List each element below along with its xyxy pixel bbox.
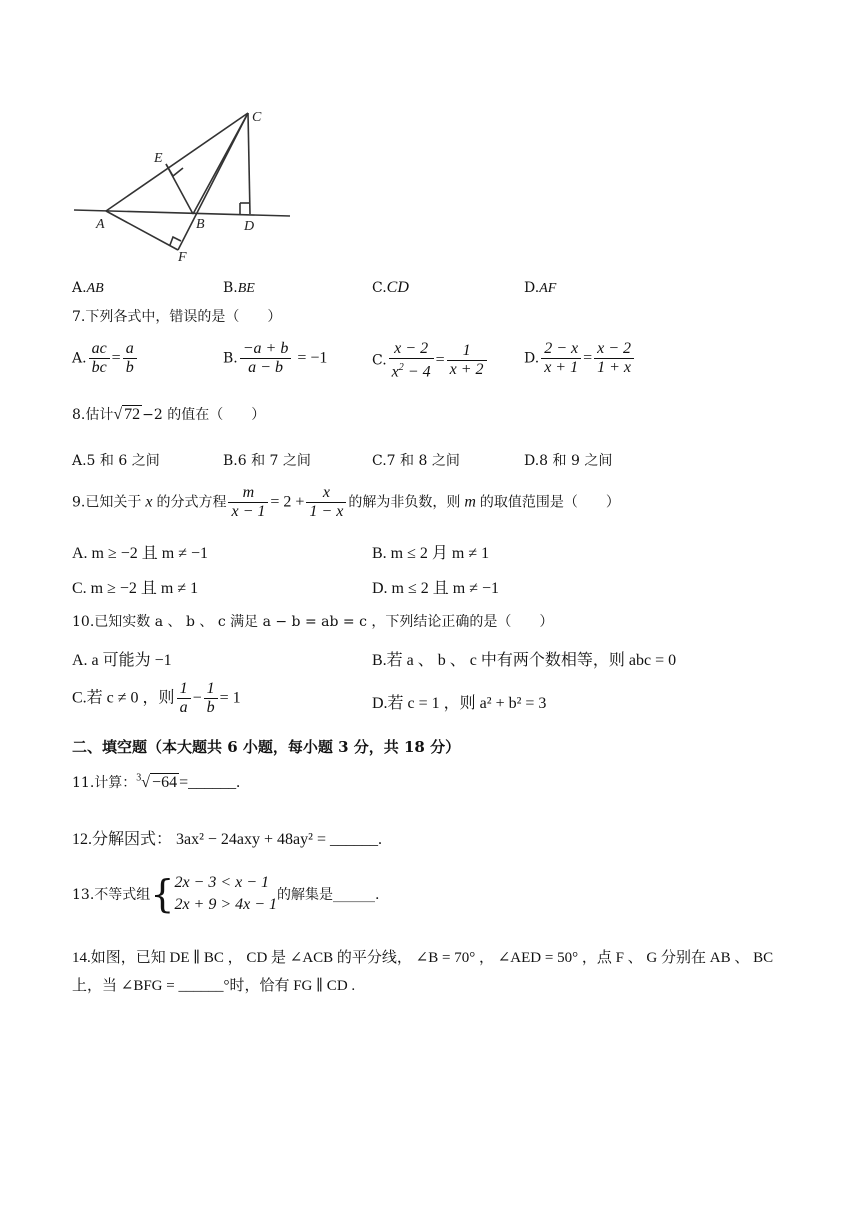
label-b: B	[196, 217, 205, 232]
q6-option-a: A.AB	[72, 280, 104, 296]
q10-option-b: B.若 a 、 b 、 c 中有两个数相等，则 abc = 0	[372, 652, 677, 669]
label-c: C	[252, 110, 262, 125]
q13-ineq-2: 2x + 9 > 4x − 1	[174, 896, 278, 913]
q8-option-d: D.8 和 9 之间	[524, 453, 613, 469]
q10-stem: 10.已知实数 a 、 b 、 c 满足 a − b = ab = c ，下列结论正确的是（ ）	[72, 614, 554, 630]
q9-option-d: D. m ≤ 2 且 m ≠ −1	[372, 580, 500, 597]
q7-option-a: A. $\frac{ac}{bc}$ = $\frac{a}{b}$	[72, 340, 139, 377]
q9-stem: 9.已知关于 x 的分式方程 $\frac{m}{x - 1}$ = 2 + $\frac{x}{1 - x}$ 的解为非负数，则 m 的取值范围是（ ）	[72, 484, 620, 520]
q9-option-b: B. m ≤ 2 月 m ≠ 1	[372, 545, 490, 562]
q14-line-2: 上，当 ∠BFG = ______°时，恰有 FG ∥ CD .	[72, 978, 356, 994]
q8-option-b: B.6 和 7 之间	[223, 453, 311, 469]
q7-option-c: C. $\frac{x - 2}{x^2 - 4}$ = $\frac{1}{x + 2}$	[372, 340, 489, 381]
q8-stem: 8.估计√ 72 −2 的值在（ ）	[72, 406, 266, 423]
q7-option-b: B. $\frac{-a + b}{a - b}$ = −1	[223, 340, 328, 376]
q6-option-d: D.AF	[524, 280, 557, 296]
q8-option-c: C.7 和 8 之间	[372, 453, 460, 469]
q6-option-c: C.CD	[372, 279, 409, 296]
q10-option-a: A. a 可能为 −1	[72, 652, 172, 669]
q10-option-d: D.若 c = 1 ，则 a² + b² = 3	[372, 695, 547, 712]
q8-option-a: A.5 和 6 之间	[72, 453, 160, 469]
q13-ineq-1: 2x − 3 < x − 1	[174, 874, 270, 891]
geometry-figure	[66, 104, 306, 264]
q14-line-1: 14.如图，已知 DE ∥ BC ， CD 是 ∠ACB 的平分线， ∠B = 70° ， ∠AED = 50° ，点 F 、 G 分别在 AB 、 BC	[72, 950, 774, 966]
q9-option-a: A. m ≥ −2 且 m ≠ −1	[72, 545, 209, 562]
label-a: A	[96, 217, 105, 232]
q9-option-c: C. m ≥ −2 且 m ≠ 1	[72, 580, 199, 597]
q13: 13.不等式组{2x − 3 < x − 1 2x + 9 > 4x − 1的解集是______.	[72, 872, 380, 916]
q12: 12.分解因式： 3ax² − 24axy + 48ay² = ______.	[72, 831, 382, 848]
q6-option-b: B.BE	[223, 280, 255, 296]
q10-option-c: C.若 c ≠ 0 ，则 $\frac{1}{a}$ − $\frac{1}{b}$ = 1	[72, 680, 241, 716]
q7-stem: 7.下列各式中，错误的是（ ）	[72, 309, 282, 325]
q11: 11.计算：$^3$√ −64 =______.	[72, 772, 241, 791]
label-f: F	[178, 250, 187, 264]
label-e: E	[154, 151, 163, 166]
section-title: 二、填空题（本大题共 6 小题，每小题 3 分，共 18 分）	[72, 738, 461, 756]
label-d: D	[244, 219, 255, 234]
q7-option-d: D. $\frac{2 - x}{x + 1}$ = $\frac{x - 2}{1 + x}$	[524, 340, 636, 377]
